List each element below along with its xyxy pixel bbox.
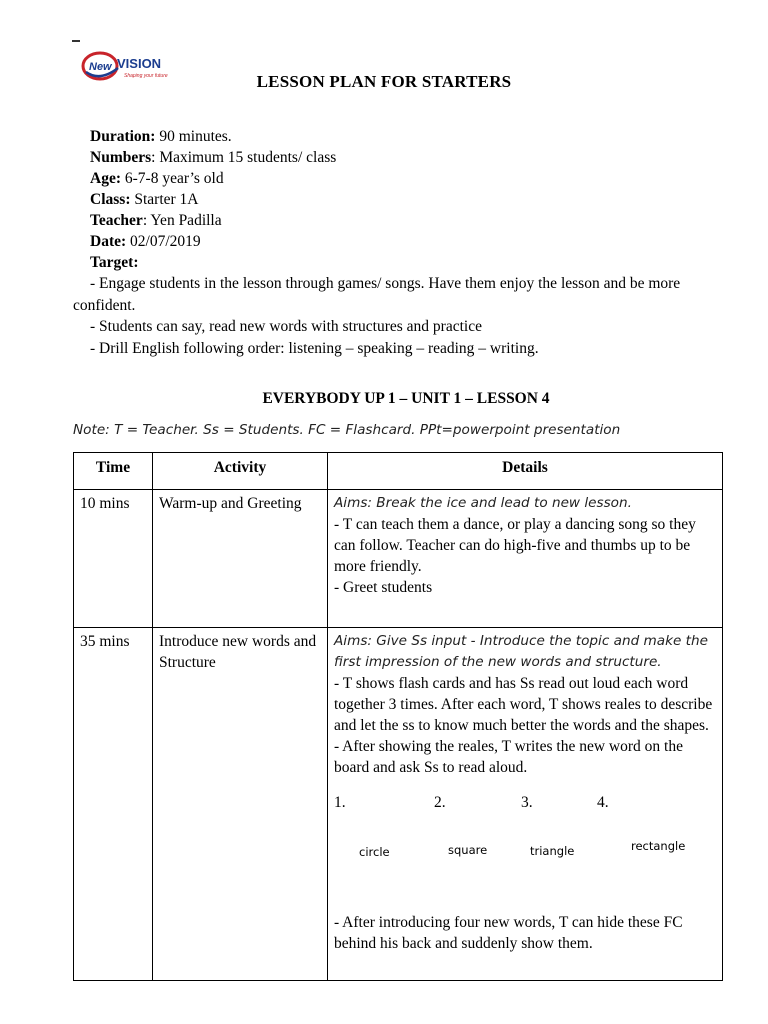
corner-mark: [72, 40, 80, 42]
table-header-row: [74, 453, 723, 490]
target-item: - Students can say, read new words with structures and practice: [90, 318, 482, 335]
target-list: [73, 273, 733, 359]
target-item: - Engage students in the lesson through games/ songs. Have them enjoy the lesson and be more confident.: [73, 275, 681, 314]
info-value: Starter 1A: [130, 191, 199, 208]
shape-labels: [334, 839, 716, 912]
shape-label: triangle: [530, 844, 575, 858]
info-teacher: [90, 210, 336, 231]
word-number: 3.: [521, 794, 533, 811]
info-value: 02/07/2019: [126, 233, 201, 250]
info-label: Target:: [90, 254, 139, 271]
logo-word-vision: VISION: [117, 56, 162, 71]
detail-line: - After showing the reales, T writes the new word on the board and ask Ss to read aloud.: [334, 738, 683, 776]
row-activity: Introduce new words and Structure: [153, 628, 328, 981]
lesson-table: [73, 452, 723, 981]
header-details: Details: [328, 453, 723, 490]
detail-line: - T shows flash cards and has Ss read out loud each word together 3 times. After each word, T shows reales to describe and let the ss to know much better the words and the shapes.: [334, 675, 713, 734]
word-number: 1.: [334, 794, 346, 811]
header-time: Time: [74, 453, 153, 490]
page-title: LESSON PLAN FOR STARTERS: [256, 72, 512, 91]
row-details: [328, 490, 723, 628]
detail-line: - After introducing four new words, T can hide these FC behind his back and suddenly show them.: [334, 914, 683, 952]
row-time: 10 mins: [74, 490, 153, 628]
detail-line: - T can teach them a dance, or play a dancing song so they can follow. Teacher can do high-five and thumbs up to be more friendly.: [334, 516, 696, 575]
info-duration: [90, 126, 336, 147]
info-label: Numbers: [90, 149, 152, 166]
logo-word-new: New: [89, 61, 112, 73]
info-label: Teacher: [90, 212, 143, 229]
logo-tagline: Shaping your future: [124, 73, 168, 79]
info-label: Date:: [90, 233, 127, 250]
info-label: Class:: [90, 191, 131, 208]
table-row: [74, 490, 723, 628]
info-age: [90, 168, 336, 189]
lesson-info: [90, 126, 336, 273]
row-aims: Aims: Give Ss input - Introduce the topic and make the first impression of the new words and structure.: [334, 633, 708, 670]
abbreviation-note: Note: T = Teacher. Ss = Students. FC = Flashcard. PPt=powerpoint presentation: [73, 422, 621, 438]
header-activity: Activity: [153, 453, 328, 490]
info-label: Age:: [90, 170, 121, 187]
word-numbers: [334, 792, 716, 842]
shape-label: rectangle: [631, 839, 686, 853]
target-item: - Drill English following order: listening – speaking – reading – writing.: [90, 339, 539, 357]
info-value: 6-7-8 year’s old: [121, 170, 224, 187]
table-row: [74, 628, 723, 981]
info-target: [90, 252, 336, 273]
shape-label: square: [448, 843, 488, 857]
info-class: [90, 189, 336, 210]
row-details: [328, 628, 723, 981]
word-number: 4.: [597, 794, 609, 811]
unit-subtitle: EVERYBODY UP 1 – UNIT 1 – LESSON 4: [262, 390, 550, 407]
word-number: 2.: [434, 794, 446, 811]
info-value: 90 minutes.: [155, 128, 232, 145]
row-activity: Warm-up and Greeting: [153, 490, 328, 628]
info-date: [90, 231, 336, 252]
shape-label: circle: [359, 845, 390, 859]
row-time: 35 mins: [74, 628, 153, 981]
detail-line: - Greet students: [334, 579, 433, 596]
info-value: : Yen Padilla: [142, 212, 222, 229]
info-label: Duration:: [90, 128, 156, 145]
row-aims: Aims: Break the ice and lead to new lesson.: [334, 495, 632, 511]
info-value: : Maximum 15 students/ class: [151, 149, 337, 166]
info-numbers: [90, 147, 336, 168]
